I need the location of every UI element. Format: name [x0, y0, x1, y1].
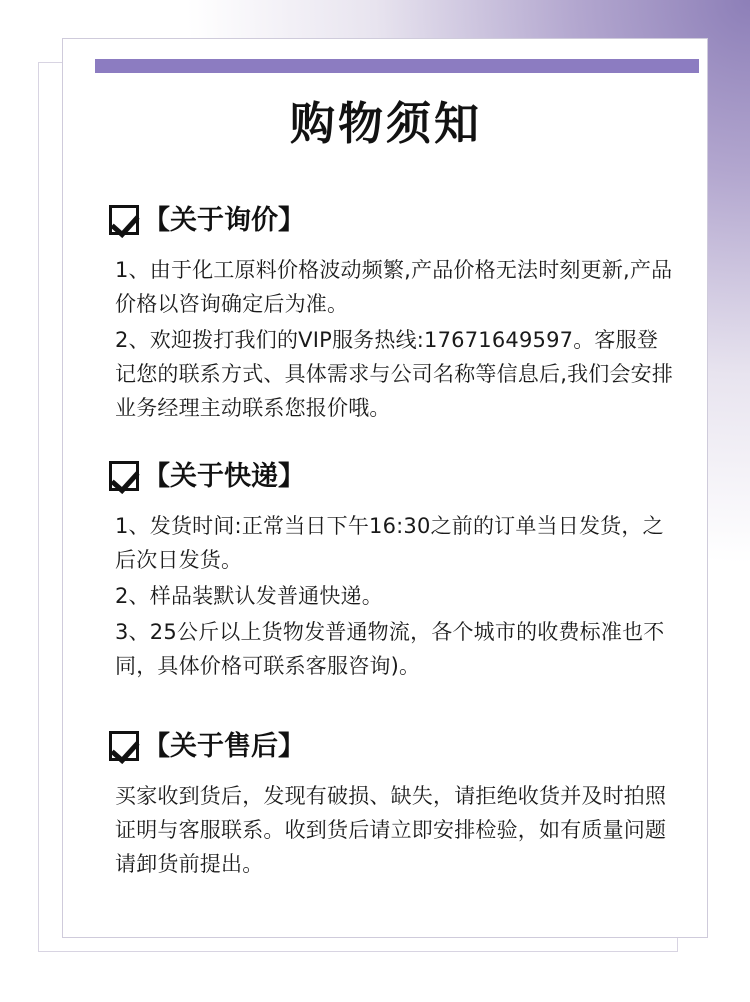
section-shipping: [109, 461, 675, 683]
checkbox-checked-icon: [109, 731, 139, 761]
section-header: [109, 731, 675, 761]
paragraph: 2、欢迎拨打我们的VIP服务热线:17671649597。客服登记您的联系方式、具体需求与公司名称等信息后,我们会安排业务经理主动联系您报价哦。: [115, 328, 674, 421]
section-heading: 【关于询价】: [143, 204, 305, 236]
section-heading: 【关于售后】: [143, 730, 305, 762]
section-inquiry: [109, 205, 675, 425]
accent-bar: [95, 59, 699, 73]
page-title: 购物须知: [289, 97, 482, 150]
paragraph: 买家收到货后，发现有破损、缺失，请拒绝收货并及时拍照证明与客服联系。收到货后请立即安排检验，如有质量问题请卸货前提出。: [115, 784, 667, 877]
paragraph: 2、样品装默认发普通快递。: [115, 584, 383, 609]
content-card: [62, 38, 708, 938]
paragraph: 1、发货时间:正常当日下午16:30之前的订单当日发货，之后次日发货。: [115, 514, 664, 573]
paragraph: 3、25公斤以上货物发普通物流，各个城市的收费标准也不同，具体价格可联系客服咨询)。: [115, 620, 665, 679]
section-header: [109, 461, 675, 491]
checkbox-checked-icon: [109, 205, 139, 235]
section-header: [109, 205, 675, 235]
content-body: [109, 179, 675, 887]
section-aftersales: [109, 731, 675, 881]
checkbox-checked-icon: [109, 461, 139, 491]
section-heading: 【关于快递】: [143, 460, 305, 492]
paragraph: 1、由于化工原料价格波动频繁,产品价格无法时刻更新,产品价格以咨询确定后为准。: [115, 258, 673, 317]
